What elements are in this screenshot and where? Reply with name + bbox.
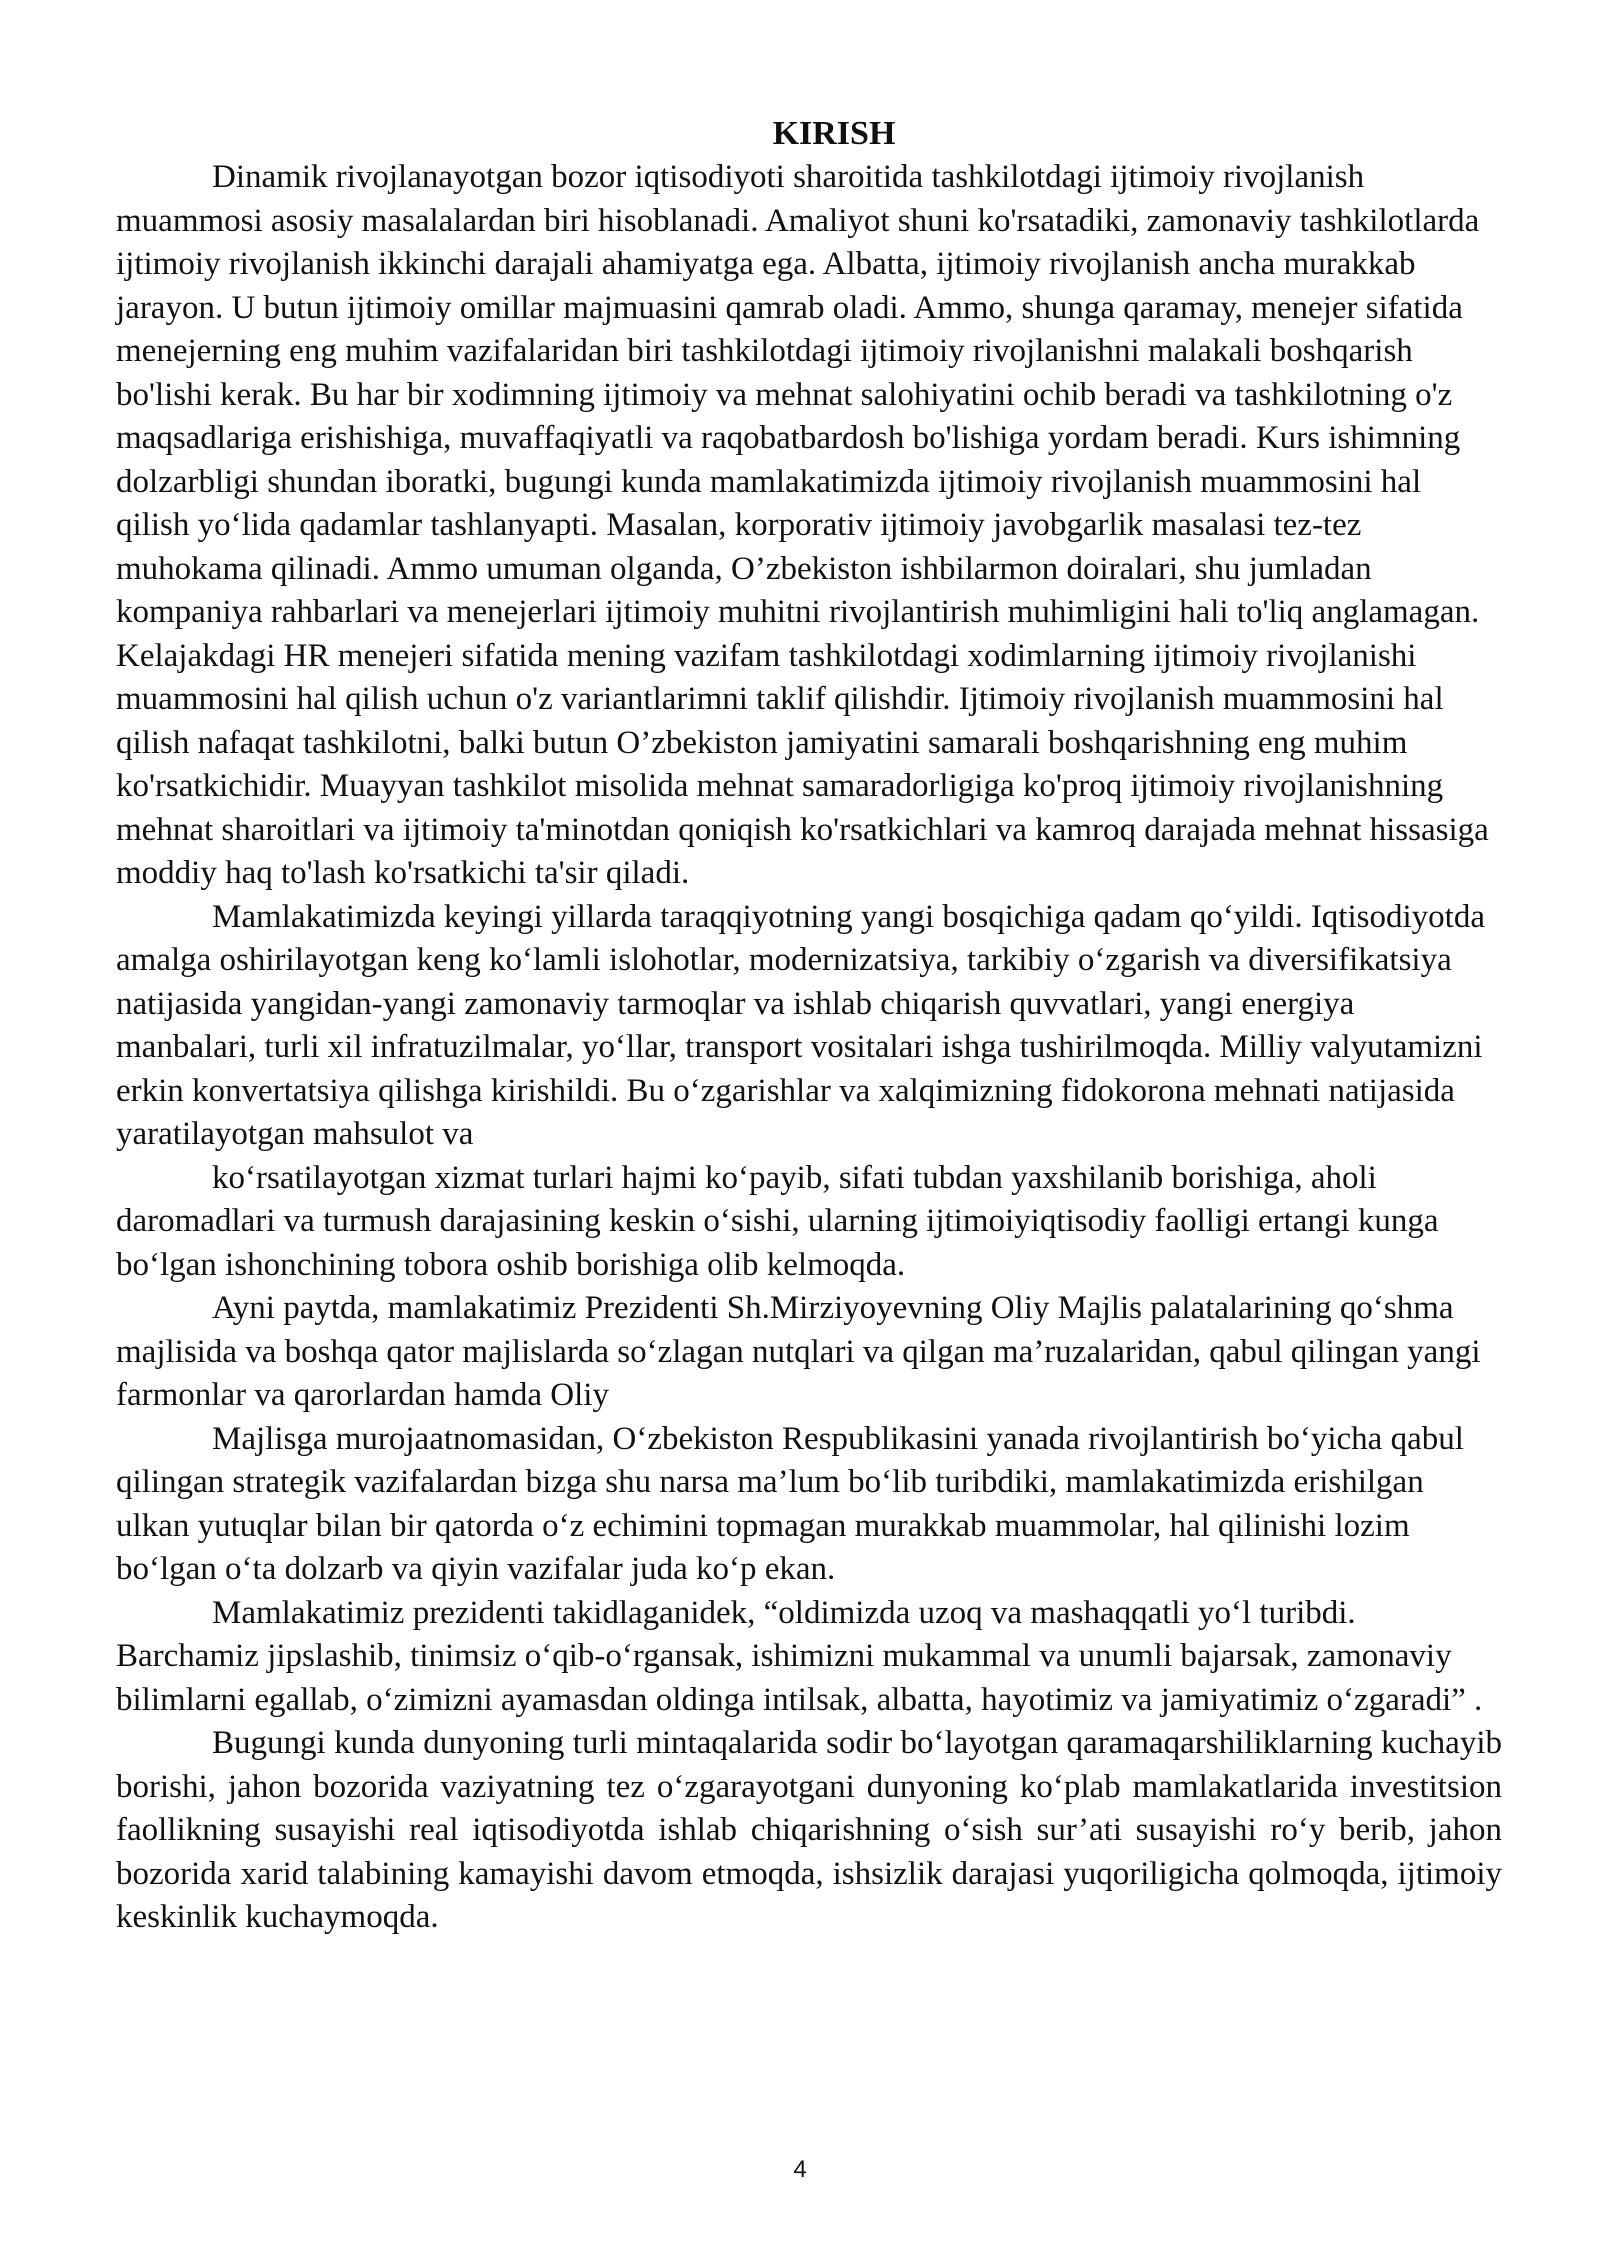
document-page: [116, 112, 1502, 1940]
paragraph-address-tasks: Majlisga murojaatnomasidan, O‘zbekiston Respublikasini yanada rivojlantirish bo‘yicha qabul qilingan strategik vazifalardan bizga shu narsa ma’lum bo‘lib turibdiki, mamlakatimizda erishilgan ulkan yutuqlar bilan bir qatorda o‘z echimini topmagan murakkab muammolar, hal qilinishi lozim bo‘lgan o‘ta dolzarb va qiyin vazifalar juda ko‘p ekan.: [116, 1420, 1464, 1587]
page-number: 4: [793, 2156, 807, 2183]
paragraph-services-growth: ko‘rsatilayotgan xizmat turlari hajmi ko‘payib, sifati tubdan yaxshilanib borishiga, aholi daromadlari va turmush darajasining keskin o‘sishi, ularning ijtimoiyiqtisodiy faolligi ertangi kunga bo‘lgan ishonchining tobora oshib borishiga olib kelmoqda.: [116, 1159, 1439, 1283]
paragraph-president-quote: Mamlakatimiz prezidenti takidlaganidek, “oldimizda uzoq va mashaqqatli yo‘l turibdi. Barchamiz jipslashib, tinimsiz o‘qib-o‘rgansak, ishimizni mukammal va unumli bajarsak, zamonaviy bilimlarni egallab, o‘zimizni ayamasdan oldinga intilsak, albatta, hayotimiz va jamiyatimiz o‘zgaradi” .: [116, 1594, 1483, 1718]
section-heading: KIRISH: [772, 115, 896, 152]
paragraph-development-stage: Mamlakatimizda keyingi yillarda taraqqiyotning yangi bosqichiga qadam qo‘yildi. Iqtisodiyotda amalga oshirilayotgan keng ko‘lamli islohotlar, modernizatsiya, tarkibiy o‘zgarish va diversifikatsiya natijasida yangidan-yangi zamonaviy tarmoqlar va ishlab chiqarish quvvatlari, yangi energiya manbalari, turli xil infratuzilmalar, yo‘llar, transport vositalari ishga tushirilmoqda. Milliy valyutamizni erkin konvertatsiya qilishga kirishildi. Bu o‘zgarishlar va xalqimizning fidokorona mehnati natijasida yaratilayotgan mahsulot va: [116, 898, 1485, 1152]
paragraph-global-economy: Bugungi kunda dunyoning turli mintaqalarida sodir bo‘layotgan qaramaqarshiliklarning kuchayib borishi, jahon bozorida vaziyatning tez o‘zgarayotgani dunyoning ko‘plab mamlakatlarida investitsion faollikning susayishi real iqtisodiyotda ishlab chiqarishning o‘sish sur’ati susayishi ro‘y berib, jahon bozorida xarid talabining kamayishi davom etmoqda, ishsizlik darajasi yuqoriligicha qolmoqda, ijtimoiy keskinlik kuchaymoqda.: [116, 1725, 1502, 1935]
paragraph-president-speeches: Ayni paytda, mamlakatimiz Prezidenti Sh.Mirziyoyevning Oliy Majlis palatalarining qo‘shma majlisida va boshqa qator majlislarda so‘zlagan nutqlari va qilgan ma’ruzalaridan, qabul qilingan yangi farmonlar va qarorlardan hamda Oliy: [116, 1290, 1481, 1413]
paragraph-intro: Dinamik rivojlanayotgan bozor iqtisodiyoti sharoitida tashkilotdagi ijtimoiy rivojlanish muammosi asosiy masalalardan biri hisoblanadi. Amaliyot shuni ko'rsatadiki, zamonaviy tashkilotlarda ijtimoiy rivojlanish ikkinchi darajali ahamiyatga ega. Albatta, ijtimoiy rivojlanish ancha murakkab jarayon. U butun ijtimoiy omillar majmuasini qamrab oladi. Ammo, shunga qaramay, menejer sifatida menejerning eng muhim vazifalaridan biri tashkilotdagi ijtimoiy rivojlanishni malakali boshqarish bo'lishi kerak. Bu har bir xodimning ijtimoiy va mehnat salohiyatini ochib beradi va tashkilotning o'z maqsadlariga erishishiga, muvaffaqiyatli va raqobatbardosh bo'lishiga yordam beradi. Kurs ishimning dolzarbligi shundan iboratki, bugungi kunda mamlakatimizda ijtimoiy rivojlanish muammosini hal qilish yo‘lida qadamlar tashlanyapti. Masalan, korporativ ijtimoiy javobgarlik masalasi tez-tez muhokama qilinadi. Ammo umuman olganda, O’zbekiston ishbilarmon doiralari, shu jumladan kompaniya rahbarlari va menejerlari ijtimoiy muhitni rivojlantirish muhimligini hali to'liq anglamagan. Kelajakdagi HR menejeri sifatida mening vazifam tashkilotdagi xodimlarning ijtimoiy rivojlanishi muammosini hal qilish uchun o'z variantlarimni taklif qilishdir. Ijtimoiy rivojlanish muammosini hal qilish nafaqat tashkilotni, balki butun O’zbekiston jamiyatini samarali boshqarishning eng muhim ko'rsatkichidir. Muayyan tashkilot misolida mehnat samaradorligiga ko'proq ijtimoiy rivojlanishning mehnat sharoitlari va ijtimoiy ta'minotdan qoniqish ko'rsatkichlari va kamroq darajada mehnat hissasiga moddiy haq to'lash ko'rsatkichi ta'sir qiladi.: [116, 159, 1489, 891]
